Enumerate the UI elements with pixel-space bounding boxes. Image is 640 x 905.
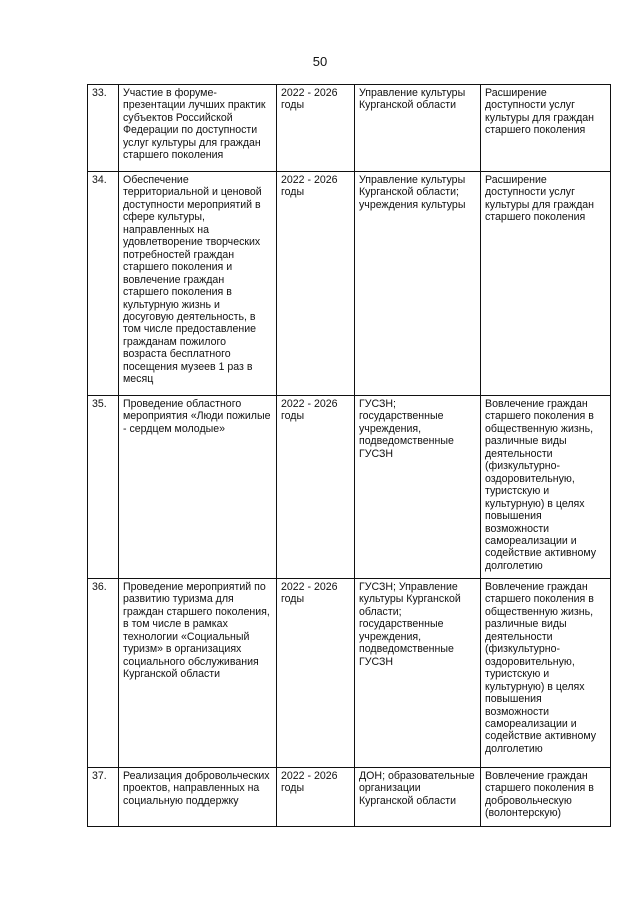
activity-cell: Участие в форуме-презентации лучших практик субъектов Российской Федерации по доступности услуг культуры для граждан старшего поколения — [119, 85, 277, 172]
activity-cell: Реализация добровольческих проектов, направленных на социальную поддержку — [119, 768, 277, 827]
executor-cell: Управление культуры Курганской области — [355, 85, 481, 172]
table-row — [88, 579, 611, 768]
row-number: 33. — [88, 85, 119, 172]
period-cell: 2022 - 2026 годы — [277, 579, 355, 768]
measures-table — [87, 84, 611, 827]
page-number: 50 — [312, 54, 328, 69]
table-row — [88, 768, 611, 827]
activity-cell: Проведение мероприятий по развитию туризма для граждан старшего поколения, в том числе в рамках технологии «Социальный туризм» в организациях социального обслуживания Курганской области — [119, 579, 277, 768]
executor-cell: Управление культуры Курганской области; учреждения культуры — [355, 172, 481, 396]
result-cell: Расширение доступности услуг культуры для граждан старшего поколения — [481, 172, 611, 396]
period-cell: 2022 - 2026 годы — [277, 172, 355, 396]
activity-cell: Проведение областного мероприятия «Люди пожилые - сердцем молодые» — [119, 396, 277, 579]
row-number: 36. — [88, 579, 119, 768]
result-cell: Вовлечение граждан старшего поколения в общественную жизнь, различные виды деятельности (физкультурно-оздоровительную, туристскую и культурную) в целях повышения возможности самореализации и содействие активному долголетию — [481, 579, 611, 768]
result-cell: Вовлечение граждан старшего поколения в общественную жизнь, различные виды деятельности (физкультурно-оздоровительную, туристскую и культурную) в целях повышения возможности самореализации и содействие активному долголетию — [481, 396, 611, 579]
executor-cell: ГУСЗН; государственные учреждения, подведомственные ГУСЗН — [355, 396, 481, 579]
row-number: 35. — [88, 396, 119, 579]
result-cell: Вовлечение граждан старшего поколения в добровольческую (волонтерскую) — [481, 768, 611, 827]
table-row — [88, 396, 611, 579]
period-cell: 2022 - 2026 годы — [277, 768, 355, 827]
row-number: 34. — [88, 172, 119, 396]
row-number: 37. — [88, 768, 119, 827]
period-cell: 2022 - 2026 годы — [277, 85, 355, 172]
table-row — [88, 85, 611, 172]
executor-cell: ГУСЗН; Управление культуры Курганской области; государственные учреждения, подведомственные ГУСЗН — [355, 579, 481, 768]
table-row — [88, 172, 611, 396]
result-cell: Расширение доступности услуг культуры для граждан старшего поколения — [481, 85, 611, 172]
activity-cell: Обеспечение территориальной и ценовой доступности мероприятий в сфере культуры, направленных на удовлетворение творческих потребностей граждан старшего поколения и вовлечение граждан старшего поколения в культурную жизнь и досуговую деятельность, в том числе предоставление гражданам пожилого возраста бесплатного посещения музеев 1 раз в месяц — [119, 172, 277, 396]
period-cell: 2022 - 2026 годы — [277, 396, 355, 579]
executor-cell: ДОН; образовательные организации Курганской области — [355, 768, 481, 827]
